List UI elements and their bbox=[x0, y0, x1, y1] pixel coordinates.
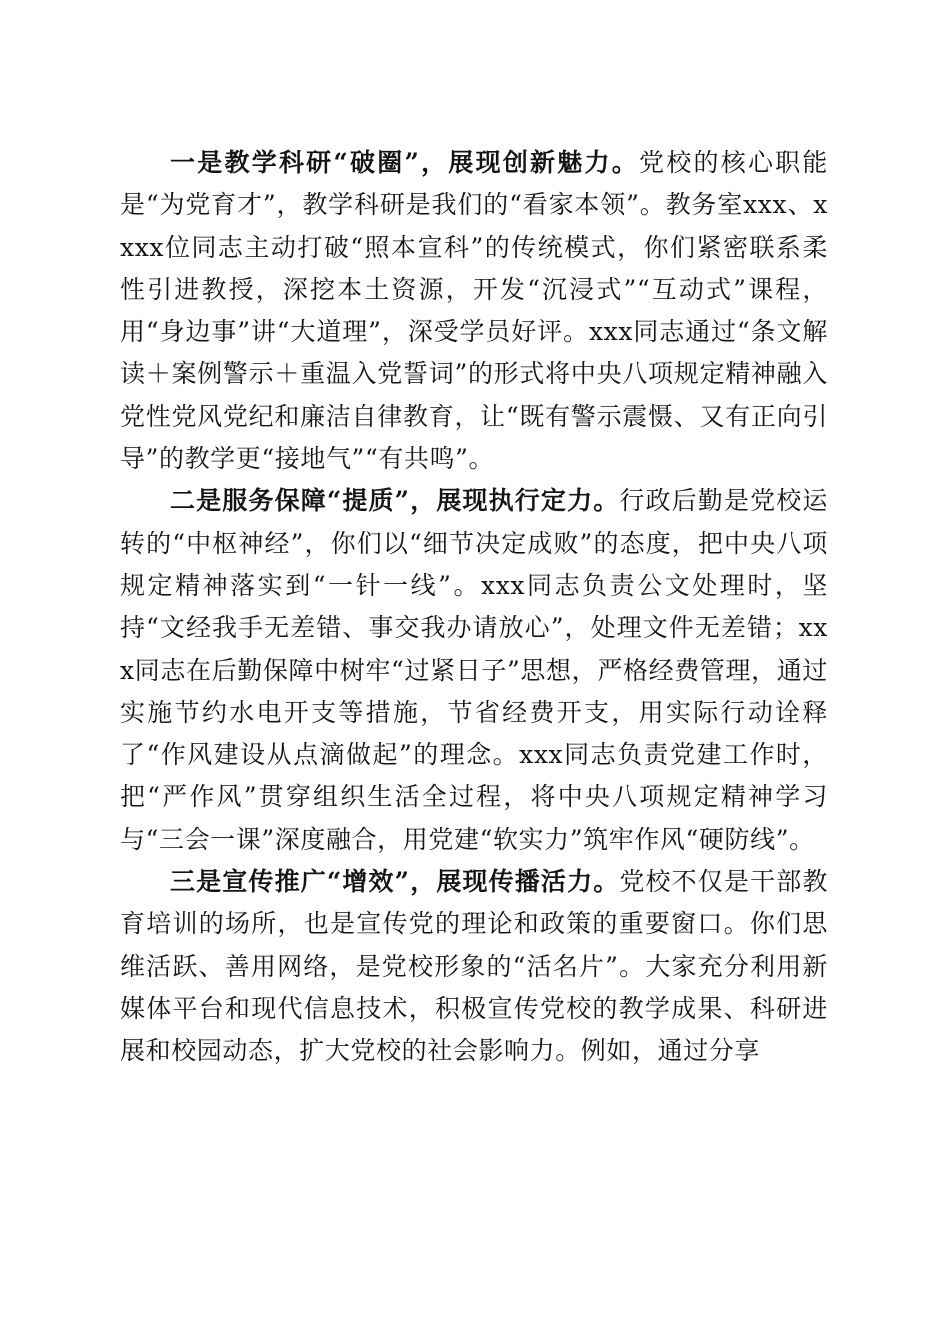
paragraph-publicity bbox=[120, 861, 828, 1072]
paragraph-body: 行政后勤是党校运转的“中枢神经”，你们以“细节决定成败”的态度，把中央八项规定精神落实到“一针一线”。xxx同志负责公文处理时，坚持“文经我手无差错、事交我办请放心”，处理文件无差错；xxx同志在后勤保障中树牢“过紧日子”思想，严格经费管理，通过实施节约水电开支等措施，节省经费开支，用实际行动诠释了“作风建设从点滴做起”的理念。xxx同志负责党建工作时，把“严作风”贯穿组织生活全过程，将中央八项规定精神学习与“三会一课”深度融合，用党建“软实力”筑牢作风“硬防线”。 bbox=[120, 486, 828, 854]
document-body bbox=[120, 142, 828, 1073]
paragraph-body: 党校的核心职能是“为党育才”，教学科研是我们的“看家本领”。教务室xxx、xxxx位同志主动打破“照本宣科”的传统模式，你们紧密联系柔性引进教授，深挖本土资源，开发“沉浸式”“互动式”课程，用“身边事”讲“大道理”，深受学员好评。xxx同志通过“条文解读＋案例警示＋重温入党誓词”的形式将中央八项规定精神融入党性党风党纪和廉洁自律教育，让“既有警示震慑、又有正向引导”的教学更“接地气”“有共鸣”。 bbox=[120, 148, 829, 474]
paragraph-body: 党校不仅是干部教育培训的场所，也是宣传党的理论和政策的重要窗口。你们思维活跃、善用网络，是党校形象的“活名片”。大家充分利用新媒体平台和现代信息技术，积极宣传党校的教学成果、科研进展和校园动态，扩大党校的社会影响力。例如，通过分享 bbox=[120, 867, 828, 1066]
paragraph-lead: 二是服务保障“提质”，展现执行定力。 bbox=[170, 486, 620, 516]
paragraph-teaching-research bbox=[120, 142, 828, 480]
paragraph-lead: 一是教学科研“破圈”，展现创新魅力。 bbox=[170, 148, 639, 177]
paragraph-lead: 三是宣传推广“增效”，展现传播活力。 bbox=[170, 867, 620, 897]
paragraph-service-support bbox=[120, 480, 828, 861]
